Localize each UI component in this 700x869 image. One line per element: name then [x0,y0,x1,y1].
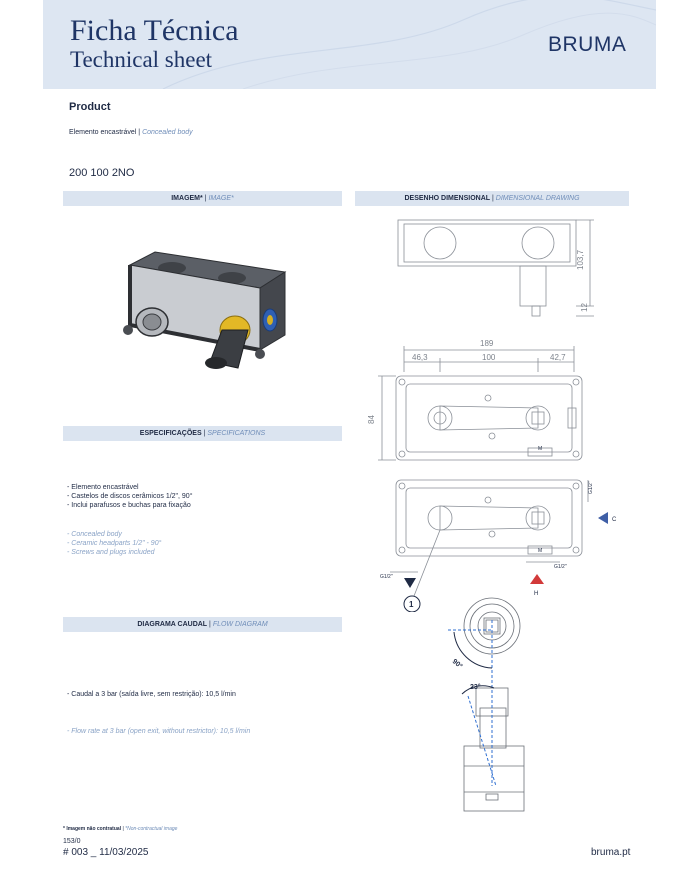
dim-seg-right: 42,7 [550,353,566,362]
bottom-view-body [396,480,582,556]
product-code: 200 100 2NO [69,167,135,179]
section-bar-specifications [63,426,342,441]
product-image [110,250,300,375]
brand-logo: BRUMA [548,33,627,56]
outlet-arrow-icon [404,578,416,588]
specs-separator: | [203,430,206,437]
spec-pt-2: - Castelos de discos cerâmicos 1/2", 90° [67,493,193,500]
title-portuguese: Ficha Técnica [70,14,239,47]
angle-23-label: 23° [470,684,481,691]
product-name [69,129,193,136]
dim-depth: 84 [367,415,376,424]
drawing-title-en: DIMENSIONAL DRAWING [495,195,580,202]
callout-number: 1 [409,600,414,609]
flow-rate-en: - Flow rate at 3 bar (open exit, without restrictor): 10,5 l/min [67,728,251,735]
specs-list-pt [67,483,193,510]
footer-version: # 003 _ 11/03/2025 [63,847,149,858]
marker-m-label-bottom: M [538,548,543,554]
flow-separator: | [209,621,211,628]
flow-title-pt: DIAGRAMA CAUDAL [137,621,208,628]
footer-separator: | [122,826,124,832]
footer-website-link[interactable]: bruma.pt [591,847,631,858]
hot-inlet-arrow-icon [530,574,544,584]
drawing-separator: | [491,195,494,202]
section-bar-flow [63,617,342,632]
separator: | [138,129,141,136]
thread-right-label: G1/2" [588,481,594,494]
product-name-pt: Elemento encastrável [69,129,137,136]
front-view-body [396,376,582,460]
dim-height-stem: 12 [580,303,589,312]
product-label: Product [69,101,111,113]
spec-en-3: - Screws and plugs included [67,549,155,556]
spec-pt-3: - Inclui parafusos e buchas para fixação [67,502,191,509]
dim-seg-left: 46,3 [412,353,428,362]
drawing-title-pt: DESENHO DIMENSIONAL [404,195,491,202]
footer-note-en: *Non-contractual image [125,826,178,832]
image-title-en: IMAGE* [208,195,234,202]
title-english: Technical sheet [70,47,213,72]
image-separator: | [204,195,207,202]
dim-width-total: 189 [480,339,494,348]
product-name-en: Concealed body [142,129,193,136]
section-bar-image [63,191,342,206]
spec-pt-1: - Elemento encastrável [67,484,139,491]
thread-bottom-right-label: G1/2" [554,564,567,570]
flow-title-en: FLOW DIAGRAM [212,621,268,628]
section-bar-drawing [355,191,629,206]
thread-bottom-left-label: G1/2" [380,574,393,580]
marker-m-label: M [538,446,543,452]
cold-inlet-arrow-icon [598,512,608,524]
marker-c-label: C [612,517,617,523]
footer-note [63,826,177,832]
dim-seg-mid: 100 [482,353,496,362]
top-view-body [398,220,576,266]
marker-h-label: H [534,591,539,597]
specs-title-en: SPECIFICATIONS [207,430,266,437]
footer-note-pt: * Imagem não contratual [63,826,122,832]
dim-height-total: 103,7 [576,249,585,270]
footer-ref: 153/0 [63,838,81,845]
specs-list-en [67,530,161,557]
dimensional-drawing [360,212,635,612]
headpart-diagram [440,596,555,816]
flow-rate-pt: - Caudal a 3 bar (saída livre, sem restrição): 10,5 l/min [67,691,236,698]
image-title-pt: IMAGEM* [171,195,203,202]
angle-90-label: 90° [450,658,464,671]
spec-en-1: - Concealed body [67,531,122,538]
spec-en-2: - Ceramic headparts 1/2" - 90° [67,540,162,547]
specs-title-pt: ESPECIFICAÇÕES [139,430,202,437]
